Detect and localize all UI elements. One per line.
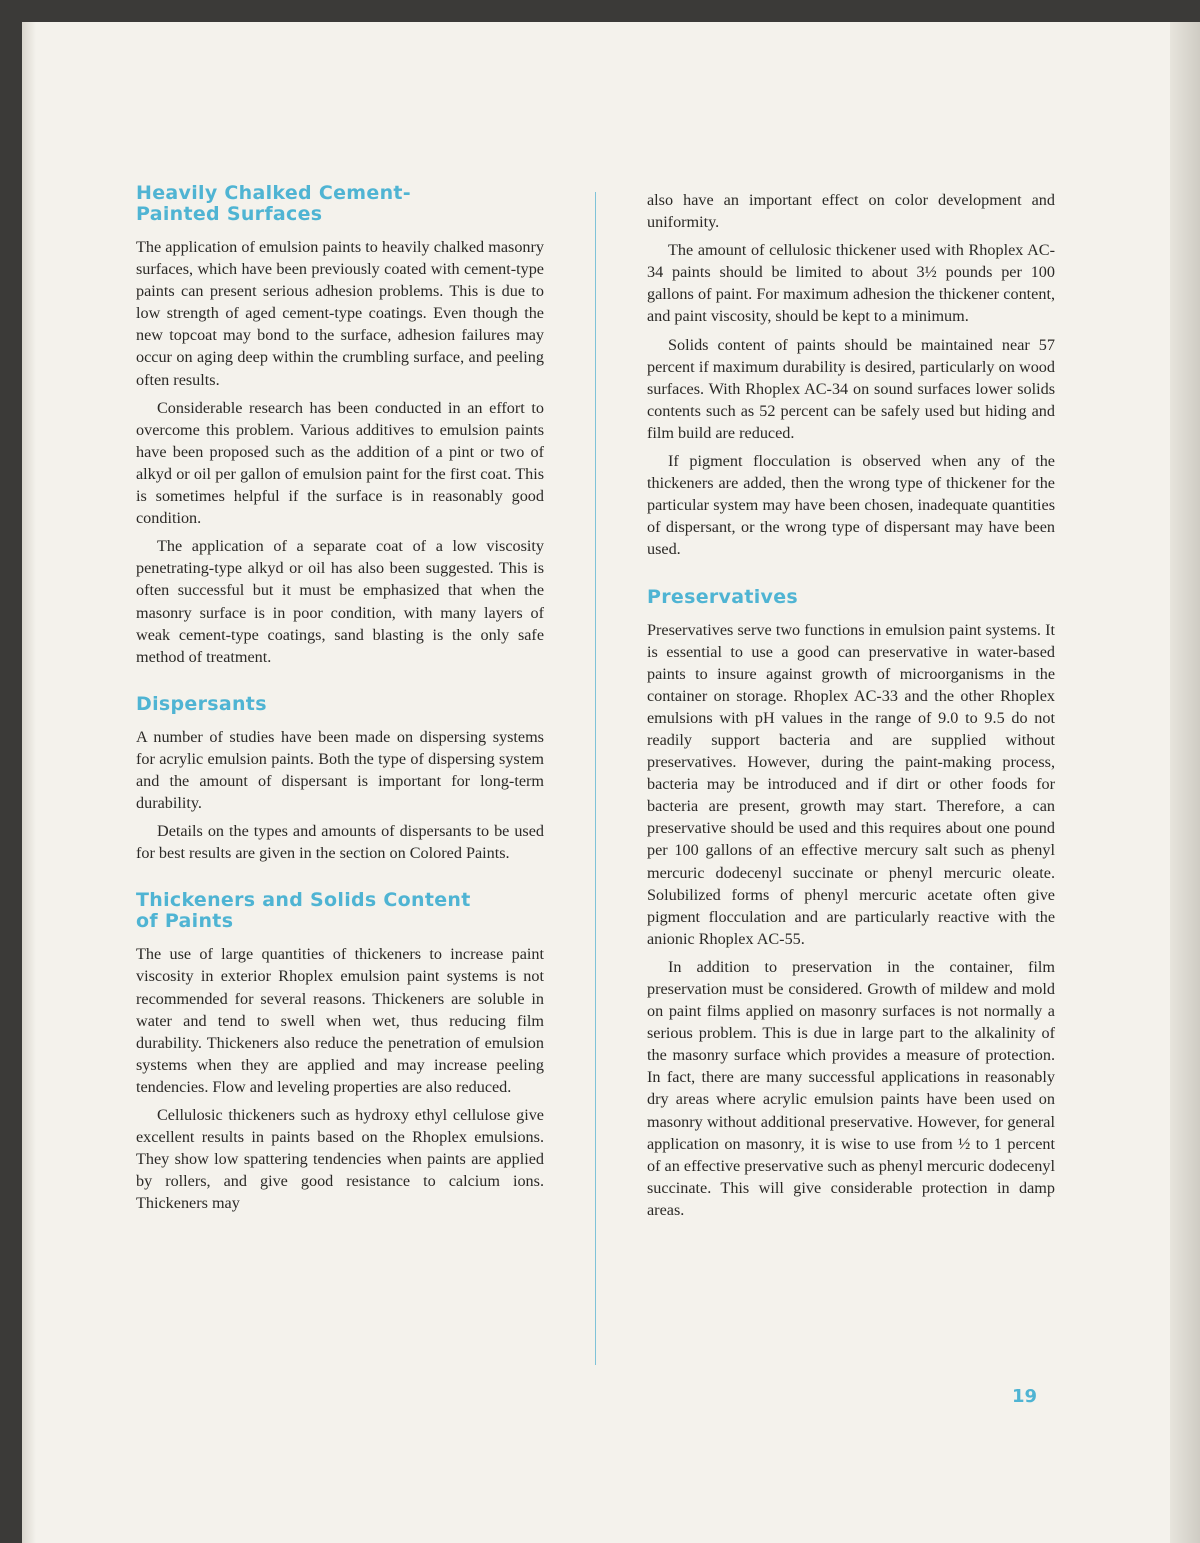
section-heading: [136, 890, 544, 932]
paragraph: Considerable research has been conducted in an effort to overcome this problem. Various additives to emulsion paints have been proposed such as the addition of a pint or two of alkyd or oil per gallon of emulsion paint for the first coat. This is sometimes helpful if the surface is in reasonably good condition.: [136, 398, 544, 528]
heading-line: Thickeners and Solids Content: [136, 889, 471, 912]
right-column: [647, 189, 1055, 1247]
paragraph: Cellulosic thickeners such as hydroxy ethyl cellulose give excellent results in paints based on the Rhoplex emulsions. They show low spattering tendencies when paints are applied by rollers, and give good resistance to calcium ions. Thickeners may: [136, 1106, 544, 1213]
heading-line: of Paints: [136, 910, 234, 933]
section-heavily-chalked: [136, 183, 544, 668]
section-preservatives: [647, 587, 1055, 1222]
section-thickeners-continued: [647, 189, 1055, 561]
paragraph: Preservatives serve two functions in emulsion paint systems. It is essential to use a good can preservative in water-based paints to insure against growth of microorganisms in the container on storage. Rhoplex AC-33 and the other Rhoplex emulsions with pH values in the range of 9.0 to 9.5 do not readily support bacteria and are supplied without preservatives. However, during the paint-making process, bacteria may be introduced and if dirt or other foods for bacteria are present, growth may start. Therefore, a can preservative should be used and this requires about one pound per 100 gallons of an effective mercury salt such as phenyl mercuric dodecenyl succinate or phenyl mercuric oleate. Solubilized forms of phenyl mercuric acetate often give pigment flocculation and are particularly reactive with the anionic Rhoplex AC-55.: [647, 620, 1055, 948]
paragraph: In addition to preservation in the container, film preservation must be considered. Growth of mildew and mold on paint films applied on masonry surfaces is not normally a serious problem. This is due in large part to the alkalinity of the masonry surface which provides a measure of protection. In fact, there are many successful applications in reasonably dry areas where acrylic emulsion paints have been used on masonry without additional preservative. However, for general application on masonry, it is wise to use from ½ to 1 percent of an effective preservative such as phenyl mercuric dodecenyl succinate. This will give considerable protection in damp areas.: [647, 957, 1055, 1219]
heading-line: Painted Surfaces: [136, 203, 323, 225]
section-thickeners: [136, 890, 544, 1214]
paragraph: A number of studies have been made on dispersing systems for acrylic emulsion paints. Both the type of dispersing system and the amount of dispersant is important for long-term durability.: [136, 727, 544, 813]
paragraph: The use of large quantities of thickeners to increase paint viscosity in exterior Rhoplex emulsion paint systems is not recommended for several reasons. Thickeners are soluble in water and tend to swell when wet, thus reducing film durability. Thickeners also reduce the penetration of emulsion systems when they are applied and may increase peeling tendencies. Flow and leveling properties are also reduced.: [136, 945, 544, 1096]
binding-gutter-shadow: [22, 22, 36, 1543]
facing-page-edge: [1170, 22, 1200, 1543]
heading-line: Heavily Chalked Cement-: [136, 182, 411, 204]
paragraph: also have an important effect on color development and uniformity.: [647, 191, 1055, 232]
paragraph: The application of a separate coat of a low viscosity penetrating-type alkyd or oil has also been suggested. This is often successful but it must be emphasized that when the masonry surface is in poor condition, with many layers of weak cement-type coatings, sand blasting is the only safe method of treatment.: [136, 537, 544, 666]
paragraph: Details on the types and amounts of dispersants to be used for best results are given in the section on Colored Paints.: [136, 822, 544, 863]
paragraph: If pigment flocculation is observed when any of the thickeners are added, then the wrong type of thickener for the particular system may have been chosen, inadequate quantities of dispersant, or the wrong type of dispersant may have been used.: [647, 452, 1055, 559]
paragraph: Solids content of paints should be maintained near 57 percent if maximum durability is desired, particularly on wood surfaces. With Rhoplex AC-34 on sound surfaces lower solids contents such as 52 percent can be safely used but hiding and film build are reduced.: [647, 335, 1055, 442]
page-number: 19: [1012, 1386, 1038, 1407]
section-dispersants: [136, 694, 544, 865]
section-heading: Dispersants: [136, 692, 267, 715]
column-divider: [595, 192, 596, 1365]
paragraph: The amount of cellulosic thickener used with Rhoplex AC-34 paints should be limited to about 3½ pounds per 100 gallons of paint. For maximum adhesion the thickener content, and paint viscosity, should be kept to a minimum.: [647, 241, 1055, 326]
left-column: [136, 183, 544, 1240]
paragraph: The application of emulsion paints to heavily chalked masonry surfaces, which have been previously coated with cement-type paints can present serious adhesion problems. This is due to low strength of aged cement-type coatings. Even though the new topcoat may bond to the surface, adhesion failures may occur on aging deep within the crumbling surface, and peeling often results.: [136, 238, 544, 389]
section-heading: [136, 183, 544, 225]
section-heading: Preservatives: [647, 585, 799, 608]
